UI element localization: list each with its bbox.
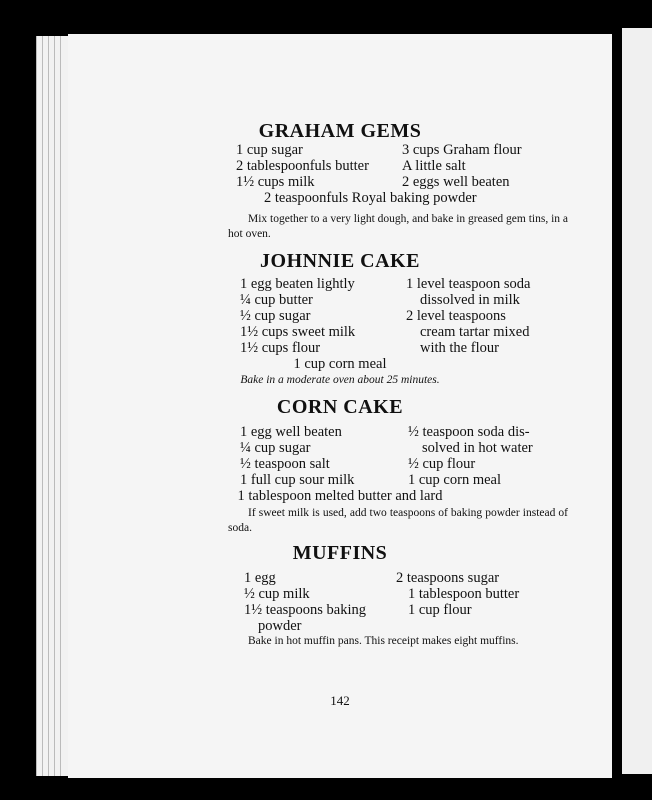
- ingredient: solved in hot water: [422, 440, 533, 456]
- ingredient: ½ teaspoon salt: [240, 456, 330, 472]
- ingredient: 1 egg well beaten: [240, 424, 342, 440]
- ingredient: 1½ cups flour: [240, 340, 321, 356]
- ingredient: ½ teaspoon soda dis-: [408, 424, 530, 440]
- page-number: 142: [330, 693, 350, 708]
- book-page: [68, 34, 612, 778]
- ingredient: with the flour: [420, 340, 499, 356]
- ingredient: 1 cup flour: [408, 602, 472, 618]
- ingredient: 2 tablespoonfuls butter: [236, 158, 369, 174]
- recipe-title-corn-cake: CORN CAKE: [276, 396, 404, 418]
- ingredient: 1 full cup sour milk: [240, 472, 355, 488]
- recipe-note: Mix together to a very light dough, and bake in greased gem tins, in a hot oven.: [228, 213, 569, 240]
- book-spine: [612, 28, 622, 778]
- facing-page-edge: [622, 28, 652, 774]
- recipe-title-johnnie-cake: JOHNNIE CAKE: [260, 250, 420, 272]
- ingredient: 1 cup corn meal: [408, 472, 502, 488]
- ingredient: ½ cup flour: [408, 456, 476, 472]
- ingredient: 1 egg beaten lightly: [240, 276, 355, 292]
- ingredient: ¼ cup sugar: [240, 440, 311, 456]
- ingredient: ½ cup sugar: [240, 308, 311, 324]
- page-content: [68, 34, 612, 778]
- recipe-title-muffins: MUFFINS: [292, 542, 388, 564]
- ingredient: 1 cup corn meal: [293, 356, 387, 372]
- ingredient: 2 teaspoons sugar: [396, 570, 500, 586]
- ingredient: powder: [258, 618, 302, 634]
- ingredient: 1½ cups sweet milk: [240, 324, 356, 340]
- ingredient: 1½ teaspoons baking: [244, 602, 367, 618]
- ingredient: A little salt: [402, 158, 466, 174]
- ingredient: ½ cup milk: [244, 586, 310, 602]
- ingredient: 2 level teaspoons: [406, 308, 506, 324]
- ingredient: 3 cups Graham flour: [402, 142, 522, 158]
- recipe-note: If sweet milk is used, add two teaspoons of baking powder instead of soda.: [228, 507, 568, 534]
- ingredient: dissolved in milk: [420, 292, 520, 308]
- ingredient: 1 tablespoon butter: [408, 586, 520, 602]
- ingredient: 1 cup sugar: [236, 142, 303, 158]
- ingredient: 2 eggs well beaten: [402, 174, 510, 190]
- ingredient: cream tartar mixed: [420, 324, 530, 340]
- ingredient: 1 tablespoon melted butter and lard: [237, 488, 443, 504]
- ingredient: 1½ cups milk: [236, 174, 315, 190]
- ingredient: 1 level teaspoon soda: [406, 276, 531, 292]
- recipe-title-graham-gems: GRAHAM GEMS: [258, 120, 422, 142]
- ingredient: 1 egg: [244, 570, 276, 586]
- recipe-note: Bake in hot muffin pans. This receipt makes eight muffins.: [248, 635, 519, 647]
- recipe-note: Bake in a moderate oven about 25 minutes.: [240, 374, 440, 386]
- ingredient: ¼ cup butter: [240, 292, 313, 308]
- ingredient: 2 teaspoonfuls Royal baking powder: [264, 190, 477, 206]
